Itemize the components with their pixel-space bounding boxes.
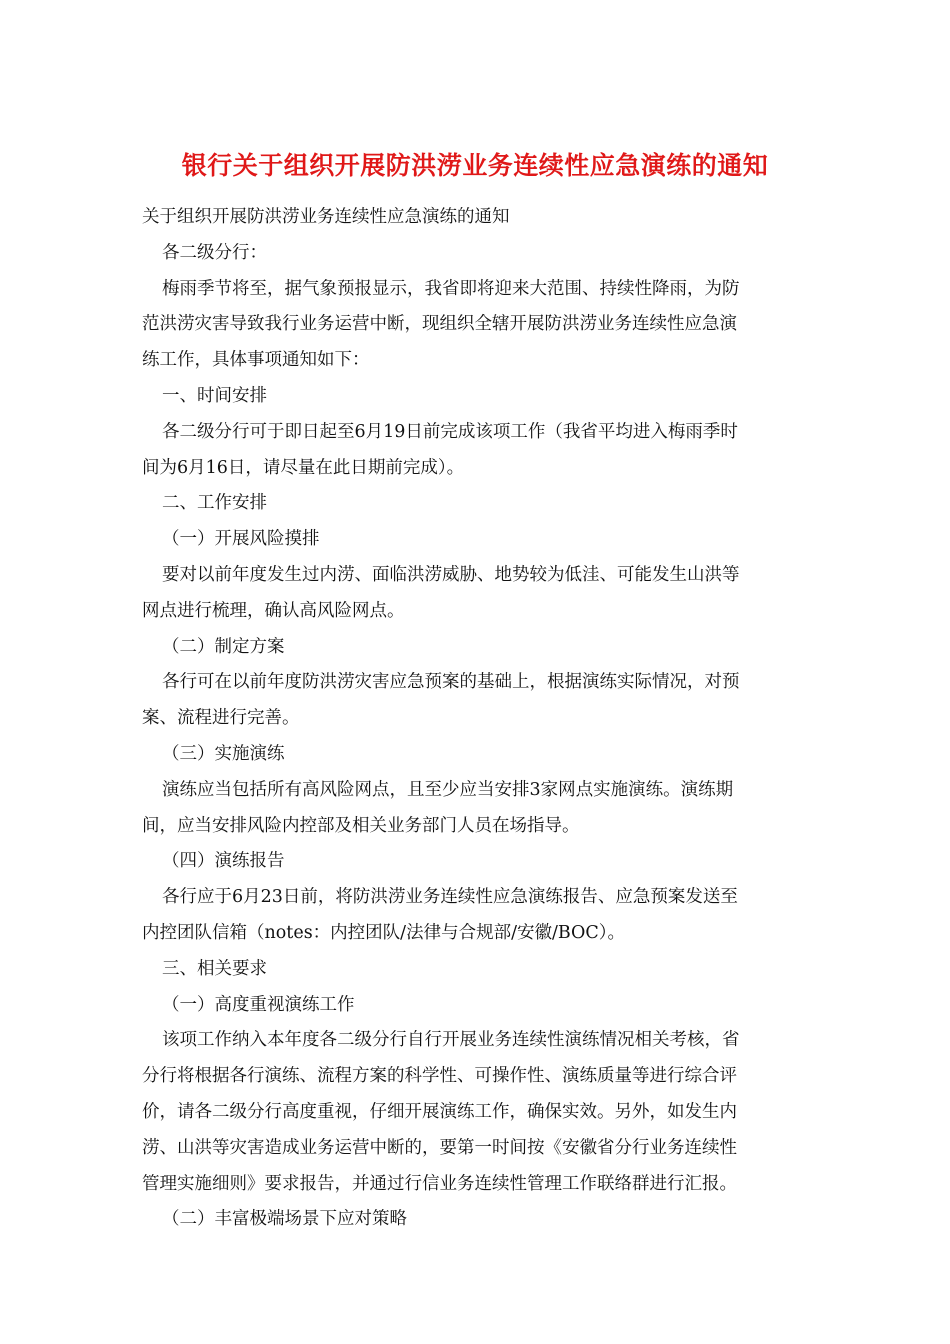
- paragraph-line: 梅雨季节将至，据气象预报显示，我省即将迎来大范围、持续性降雨，为防: [162, 278, 740, 299]
- paragraph-line: 价，请各二级分行高度重视，仔细开展演练工作，确保实效。另外，如发生内: [142, 1101, 737, 1122]
- paragraph-line: 管理实施细则》要求报告，并通过行信业务连续性管理工作联络群进行汇报。: [142, 1173, 737, 1194]
- subsection-heading: （四）演练报告: [162, 851, 285, 872]
- subtitle-line: 关于组织开展防洪涝业务连续性应急演练的通知: [142, 207, 510, 227]
- paragraph-line: 练工作，具体事项通知如下：: [142, 350, 370, 371]
- section-heading: 三、相关要求: [162, 958, 267, 979]
- paragraph-line: 涝、山洪等灾害造成业务运营中断的，要第一时间按《安徽省分行业务连续性: [142, 1137, 737, 1158]
- document-body: [142, 200, 814, 1238]
- subsection-heading: （二）丰富极端场景下应对策略: [162, 1209, 407, 1230]
- section-heading: 一、时间安排: [162, 385, 267, 406]
- paragraph-line: 各行应于6月23日前，将防洪涝业务连续性应急演练报告、应急预案发送至: [162, 887, 738, 908]
- salutation-line: 各二级分行：: [162, 242, 267, 263]
- paragraph-line: 各二级分行可于即日起至6月19日前完成该项工作（我省平均进入梅雨季时: [162, 421, 738, 442]
- paragraph-line: 间，应当安排风险内控部及相关业务部门人员在场指导。: [142, 815, 580, 836]
- paragraph-line: 该项工作纳入本年度各二级分行自行开展业务连续性演练情况相关考核，省: [162, 1030, 740, 1051]
- section-heading: 二、工作安排: [162, 493, 267, 514]
- paragraph-line: 演练应当包括所有高风险网点，且至少应当安排3家网点实施演练。演练期: [162, 779, 734, 800]
- subsection-heading: （三）实施演练: [162, 743, 285, 764]
- paragraph-line: 范洪涝灾害导致我行业务运营中断，现组织全辖开展防洪涝业务连续性应急演: [142, 314, 737, 335]
- paragraph-line: 各行可在以前年度防洪涝灾害应急预案的基础上，根据演练实际情况，对预: [162, 672, 740, 693]
- subsection-heading: （一）高度重视演练工作: [162, 994, 355, 1015]
- subsection-heading: （一）开展风险摸排: [162, 529, 320, 550]
- subsection-heading: （二）制定方案: [162, 636, 285, 657]
- paragraph-line: 要对以前年度发生过内涝、面临洪涝威胁、地势较为低洼、可能发生山洪等: [162, 564, 740, 585]
- paragraph-line: 间为6月16日，请尽量在此日期前完成）。: [142, 457, 465, 478]
- paragraph-line: 案、流程进行完善。: [142, 708, 300, 729]
- paragraph-line: 分行将根据各行演练、流程方案的科学性、可操作性、演练质量等进行综合评: [142, 1066, 737, 1087]
- document-title: 银行关于组织开展防洪涝业务连续性应急演练的通知: [181, 151, 769, 180]
- paragraph-line: 内控团队信箱（notes：内控团队/法律与合规部/安徽/BOC）。: [142, 922, 626, 943]
- paragraph-line: 网点进行梳理，确认高风险网点。: [142, 600, 405, 621]
